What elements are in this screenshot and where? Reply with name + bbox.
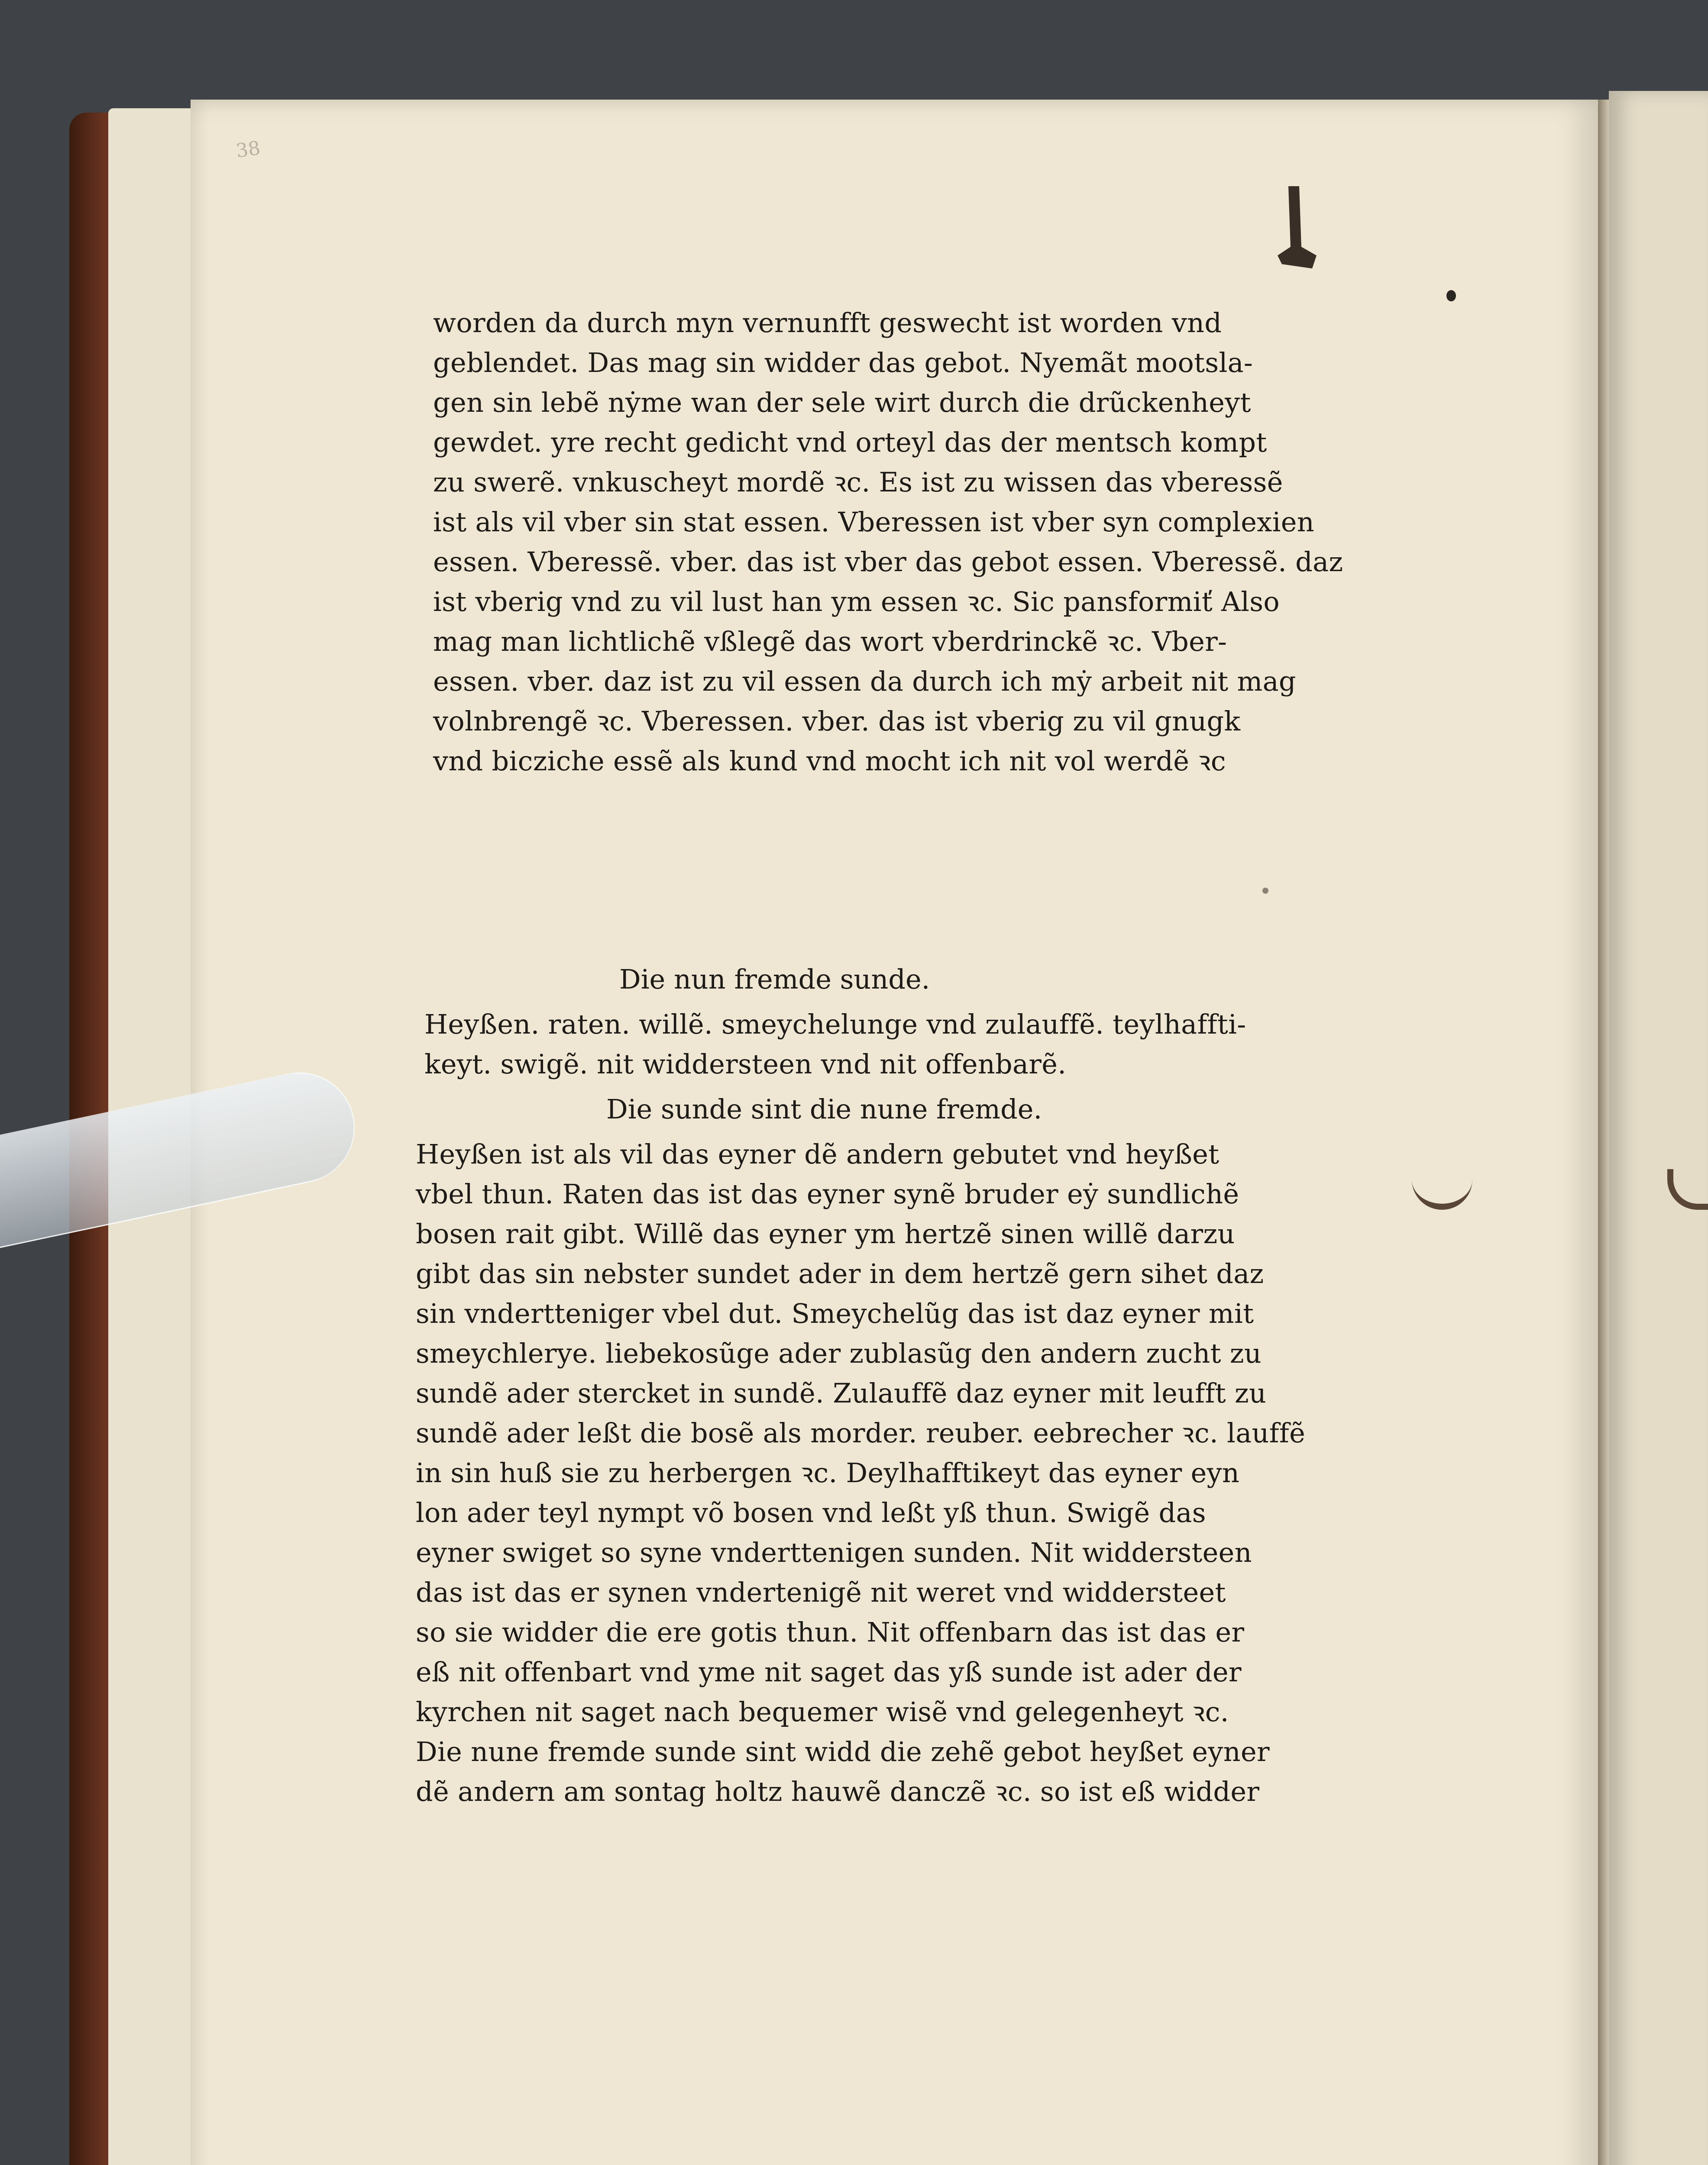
text-line: in sin huß sie zu herbergen ꝛc. Deylhafftikeyt das eyner eyn — [416, 1457, 1240, 1489]
text-line: kyrchen nit saget nach bequemer wisẽ vnd gelegenheyt ꝛc. — [416, 1696, 1229, 1728]
text-line: so sie widder die ere gotis thun. Nit offenbarn das ist das er — [416, 1616, 1245, 1648]
text-line: lon ader teyl nympt võ bosen vnd leßt yß thun. Swigẽ das — [416, 1497, 1206, 1528]
text-block-2 — [424, 1005, 1403, 1084]
text-line: bosen rait gibt. Willẽ das eyner ym hertzẽ sinen willẽ darzu — [416, 1218, 1235, 1250]
text-line: ist vberig vnd zu vil lust han ym essen ꝛc. Sic pansformiť Also — [433, 586, 1280, 617]
text-line: Heyßen. raten. willẽ. smeychelunge vnd zulauffẽ. teylhaffti- — [424, 1008, 1246, 1040]
text-line: mag man lichtlichẽ vßlegẽ das wort vberdrinckẽ ꝛc. Vber- — [433, 626, 1227, 657]
text-line: dẽ andern am sontag holtz hauwẽ danczẽ ꝛc. so ist eß widder — [416, 1776, 1260, 1807]
pencil-page-number: 38 — [234, 137, 262, 162]
text-line: eß nit offenbart vnd yme nit saget das yß sunde ist ader der — [416, 1656, 1242, 1688]
text-line: keyt. swigẽ. nit widdersteen vnd nit offenbarẽ. — [424, 1048, 1067, 1080]
text-line: sundẽ ader leßt die bosẽ als morder. reuber. eebrecher ꝛc. lauffẽ — [416, 1417, 1306, 1449]
text-line: das ist das er synen vndertenigẽ nit weret vnd widdersteet — [416, 1577, 1226, 1608]
text-line: gewdet. yre recht gedicht vnd orteyl das der mentsch kompt — [433, 427, 1267, 458]
facing-page — [1609, 91, 1708, 2165]
paper-spot — [1446, 290, 1456, 301]
paper-spot — [1262, 888, 1268, 894]
text-line: gibt das sin nebster sundet ader in dem hertzẽ gern sihet daz — [416, 1258, 1264, 1289]
text-line: zu swerẽ. vnkuscheyt mordẽ ꝛc. Es ist zu wissen das vberessẽ — [433, 466, 1283, 498]
section-heading-2: Die sunde sint die nune fremde. — [606, 1093, 1042, 1125]
text-line: essen. Vberessẽ. vber. das ist vber das gebot essen. Vberessẽ. daz — [433, 546, 1343, 578]
book-gutter — [1598, 100, 1609, 2165]
text-line: sin vndertteniger vbel dut. Smeychelũg das ist daz eyner mit — [416, 1298, 1254, 1329]
text-line: sundẽ ader stercket in sundẽ. Zulauffẽ daz eyner mit leufft zu — [416, 1377, 1267, 1409]
text-block-3 — [416, 1134, 1403, 1812]
text-block-1 — [433, 303, 1403, 781]
text-line: smeychlerye. liebekosũge ader zublasũg den andern zucht zu — [416, 1338, 1262, 1369]
text-line: geblendet. Das mag sin widder das gebot. Nyemãt mootsla- — [433, 347, 1253, 378]
text-line: Die nune fremde sunde sint widd die zehẽ gebot heyßet eyner — [416, 1736, 1270, 1768]
section-heading-1: Die nun fremde sunde. — [619, 963, 930, 995]
text-line: worden da durch myn vernunfft geswecht ist worden vnd — [433, 307, 1222, 339]
text-line: eyner swiget so syne vnderttenigen sunden. Nit widdersteen — [416, 1537, 1252, 1568]
text-line: ist als vil vber sin stat essen. Vberessen ist vber syn complexien — [433, 506, 1314, 538]
text-line: volnbrengẽ ꝛc. Vberessen. vber. das ist vberig zu vil gnugk — [433, 705, 1241, 737]
text-line: gen sin lebẽ nẏme wan der sele wirt durch die drũckenheyt — [433, 387, 1251, 418]
text-line: vbel thun. Raten das ist das eyner synẽ bruder eẏ sundlichẽ — [416, 1178, 1239, 1210]
text-line: vnd bicziche essẽ als kund vnd mocht ich nit vol werdẽ ꝛc — [433, 745, 1226, 777]
page-damage-mark — [1265, 182, 1325, 286]
text-line: essen. vber. daz ist zu vil essen da durch ich mẏ arbeit nit mag — [433, 666, 1296, 697]
text-line: Heyßen ist als vil das eyner dẽ andern gebutet vnd heyßet — [416, 1138, 1220, 1170]
